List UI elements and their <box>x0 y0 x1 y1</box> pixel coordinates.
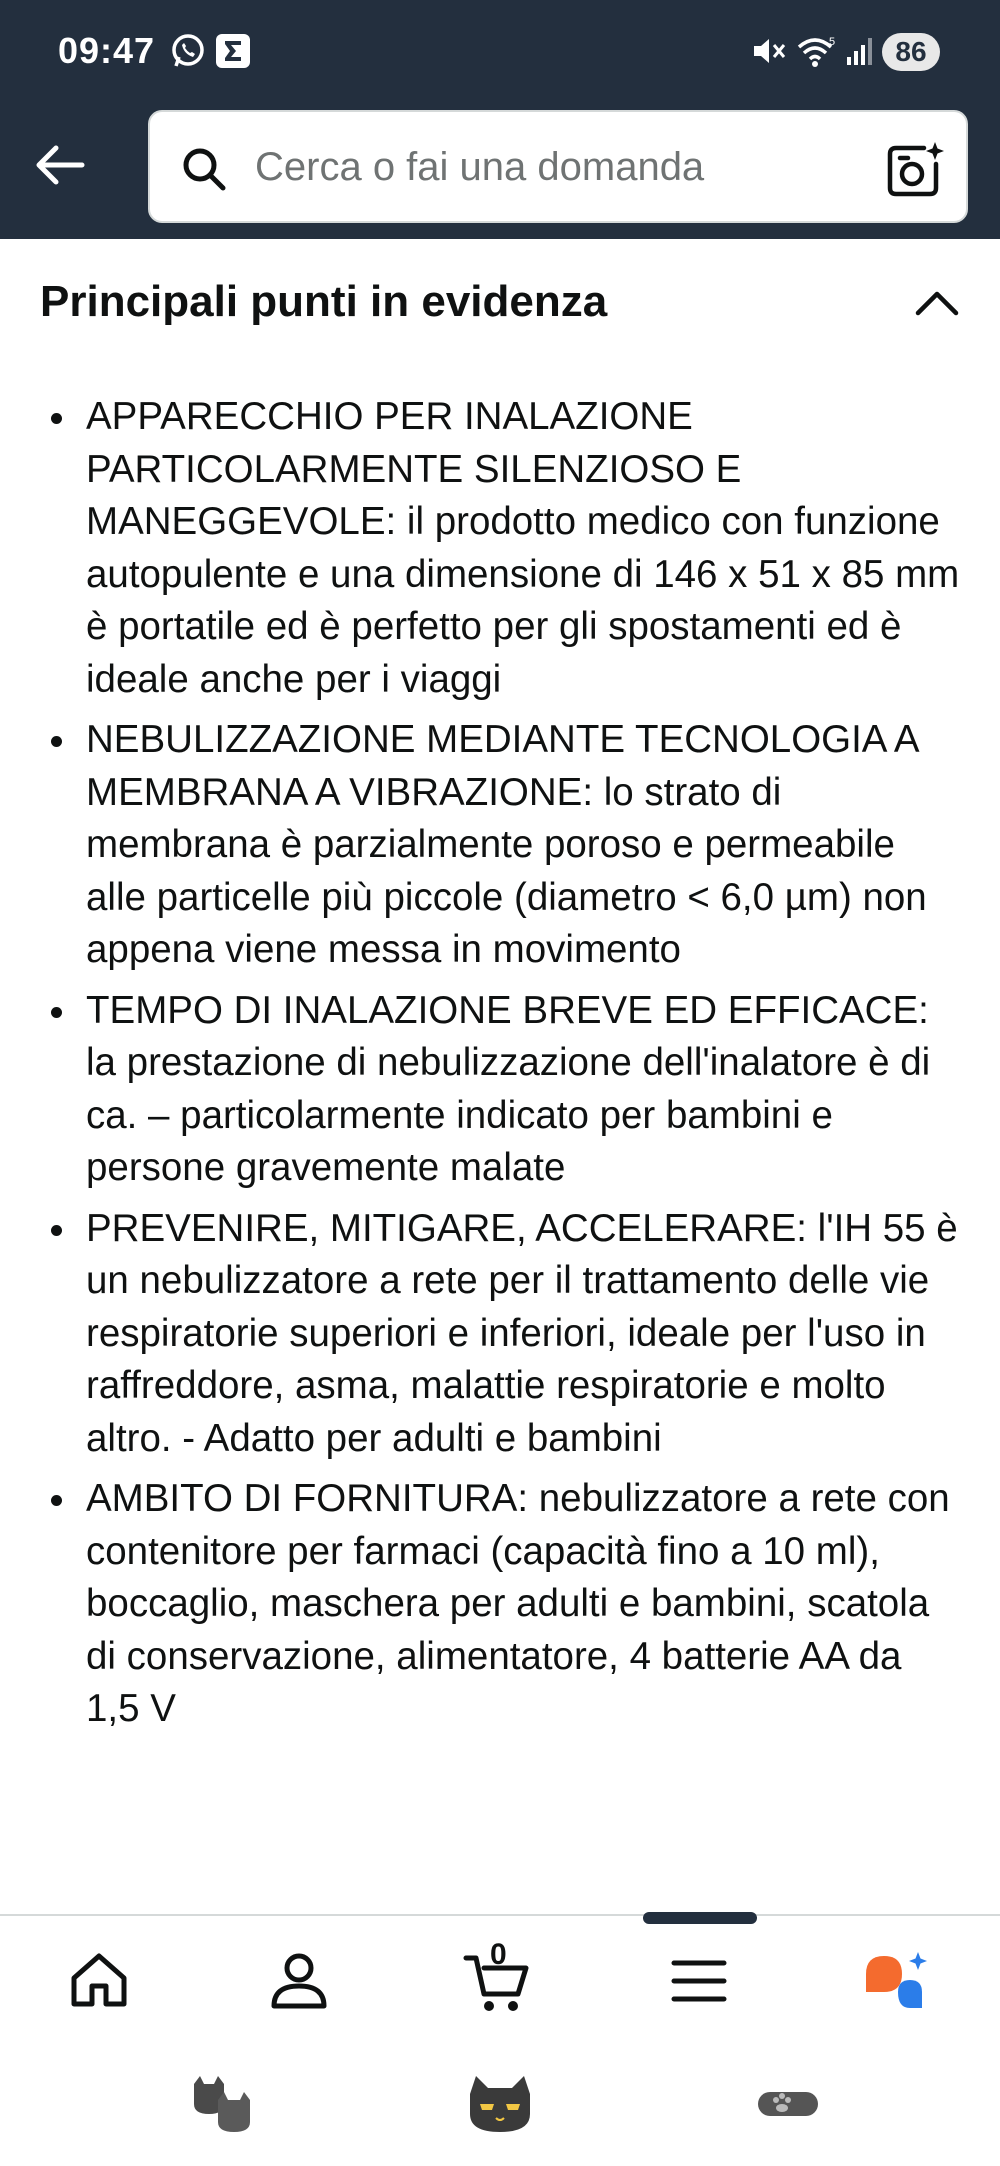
account-icon[interactable] <box>264 1946 334 2016</box>
camera-search-icon[interactable] <box>886 140 944 198</box>
list-item: AMBITO DI FORNITURA: nebulizzatore a rete con contenitore per farmaci (capacità fino a 10 ml), boccaglio, maschera per adulti e bambini, scatola di conservazione, alimentatore, 4 batterie AA da 1,5 V <box>40 1473 960 1736</box>
battery-level: 86 <box>882 33 940 71</box>
cart-button[interactable] <box>462 1938 532 2016</box>
cart-count-badge: 0 <box>490 1938 507 1971</box>
system-navigation-bar <box>0 2034 1000 2166</box>
sigma-app-icon <box>215 33 251 69</box>
signal-icon <box>843 33 879 69</box>
list-item: APPARECCHIO PER INALAZIONE PARTICOLARMENTE SILENZIOSO E MANEGGEVOLE: il prodotto medico con funzione autopulente e una dimensione di 146 x 51 x 85 mm è portatile ed è perfetto per gli spostamenti ed è ideale anche per i viaggi <box>40 391 960 706</box>
menu-icon[interactable] <box>664 1946 734 2016</box>
home-icon[interactable] <box>64 1946 134 2016</box>
chevron-up-icon[interactable] <box>912 283 962 323</box>
list-item: TEMPO DI INALAZIONE BREVE ED EFFICACE: la prestazione di nebulizzazione dell'inalatore è di ca. – particolarmente indicato per bambini e persone gravemente malate <box>40 985 960 1195</box>
list-item: NEBULIZZAZIONE MEDIANTE TECNOLOGIA A MEMBRANA A VIBRAZIONE: lo strato di membrana è parzialmente poroso e permeabile alle particelle più piccole (diametro < 6,0 µm) non appena viene messa in movimento <box>40 714 960 977</box>
list-item: PREVENIRE, MITIGARE, ACCELERARE: l'IH 55 è un nebulizzatore a rete per il trattamento delle vie respiratorie superiori e inferiori, ideale per l'uso in raffreddore, asma, malattie respiratorie e molto altro. - Adatto per adulti e bambini <box>40 1203 960 1466</box>
search-icon <box>180 145 228 193</box>
search-bar[interactable] <box>148 110 968 223</box>
svg-text:5: 5 <box>829 36 836 48</box>
status-bar <box>0 0 1000 105</box>
status-time: 09:47 <box>58 30 156 71</box>
mute-icon <box>750 33 786 69</box>
back-arrow-icon[interactable] <box>30 135 90 195</box>
product-highlights-section <box>0 239 1000 1914</box>
paw-recents-icon[interactable] <box>752 2074 828 2134</box>
cats-back-icon[interactable] <box>188 2074 264 2134</box>
search-header <box>0 105 1000 239</box>
whatsapp-icon <box>170 33 206 69</box>
cat-home-icon[interactable] <box>462 2074 538 2134</box>
wifi-icon <box>795 33 839 69</box>
rufus-ai-icon[interactable] <box>862 1946 932 2016</box>
search-input[interactable] <box>255 134 855 200</box>
highlights-list <box>40 391 960 1744</box>
section-title: Principali punti in evidenza <box>40 277 608 326</box>
active-tab-indicator <box>643 1912 757 1924</box>
bottom-navigation <box>0 1914 1000 2034</box>
